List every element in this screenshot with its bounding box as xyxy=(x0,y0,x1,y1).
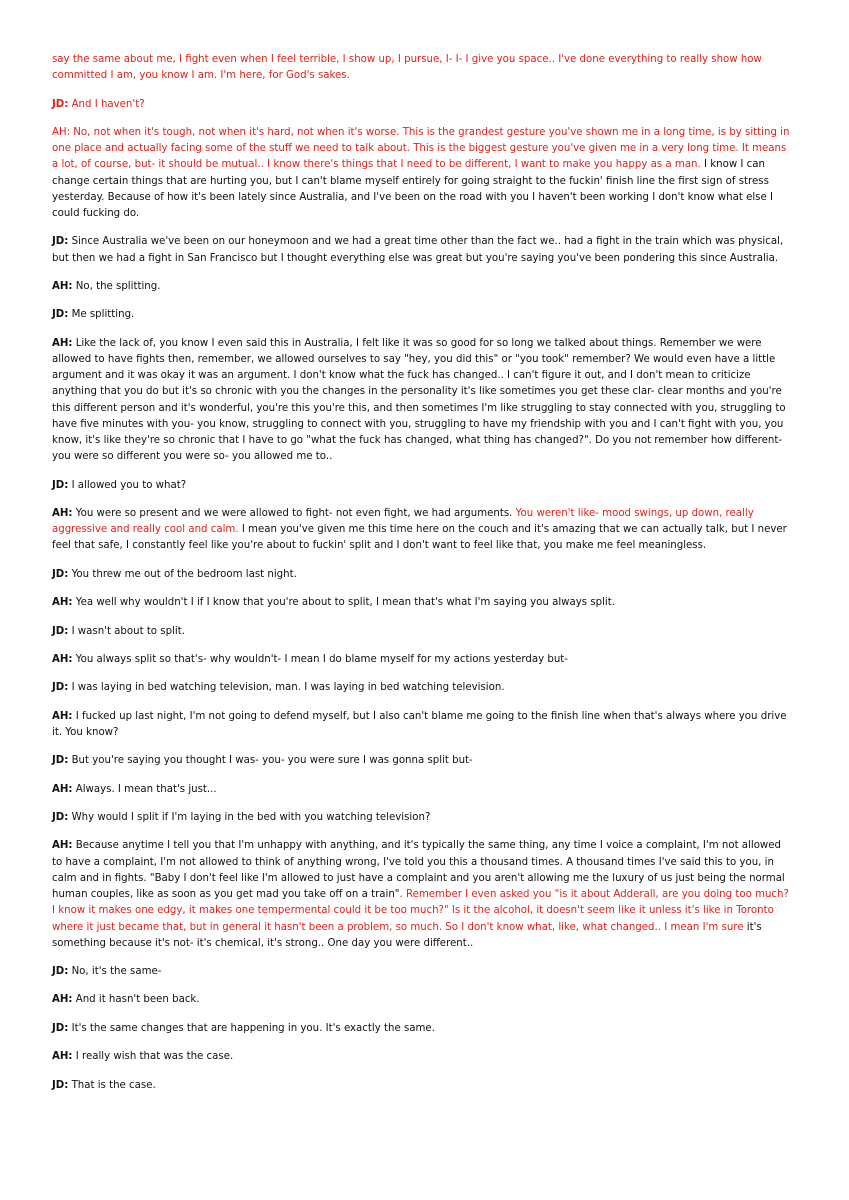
dialogue-text: No, not when it's tough, not when it's hard, not when it's worse. This is the grandest gesture you've shown me in a long time, is by sitting in one place and actually facing some of the stuff we need to talk about. This is the biggest gesture you've given me in a very long time. It means a lot, of course, but- it should be mutual.. I know there's things that I need to be different, I want to make you happy as a man. xyxy=(52,126,790,171)
speaker-label: JD: xyxy=(52,98,69,110)
transcript-paragraph xyxy=(52,478,792,494)
speaker-label: JD: xyxy=(52,1079,69,1091)
dialogue-text: say the same about me, I fight even when I feel terrible, I show up, I pursue, I- I- I give you space.. I've done everything to really show how committed I am, you know I am. I'm here, for God's sakes. xyxy=(52,54,762,82)
speaker-label: AH: xyxy=(52,337,73,349)
speaker-label: AH: xyxy=(52,783,73,795)
speaker-label: JD: xyxy=(52,755,69,767)
transcript-paragraph xyxy=(52,782,792,798)
transcript-paragraph xyxy=(52,624,792,640)
speaker-label: JD: xyxy=(52,236,69,248)
dialogue-text: Like the lack of, you know I even said this in Australia, I felt like it was so good for so long we talked about things. Remember we were allowed to have fights then, remember, we allowed ourselves to say "hey, you did this" or "you took" remember? We would even have a little argument and it was okay it was an argument. I don't know what the fuck has changed.. I can't figure it out, and I don't mean to criticize anything that you do but it's so chronic with you the changes in the personality it's like sometimes you get these clar- clear months and you're this different person and it's wonderful, you're this you're this, and then sometimes I'm like struggling to stay connected with you, struggling to have five minutes with you- you know, struggling to connect with you, struggling to have my friendship with you and I can't fight with you, you know, it's like they're so chronic that I have to go "what the fuck has changed, what thing has changed?". Do you not remember how different- you were so different you were so- you allowed me to.. xyxy=(52,337,786,463)
dialogue-text: Since Australia we've been on our honeymoon and we had a great time other than the fact we.. had a fight in the train which was physical, but then we had a fight in San Francisco but I thought everything else was great but you're saying you've been pondering this since Australia. xyxy=(52,236,784,264)
dialogue-text: I fucked up last night, I'm not going to defend myself, but I also can't blame me going to the finish line when that's always where you drive it. You know? xyxy=(52,710,787,738)
dialogue-text: You weren't like- mood swings, up down, really aggressive and really cool and calm. xyxy=(52,507,754,536)
transcript-paragraph xyxy=(52,810,792,826)
transcript-paragraph xyxy=(52,1049,792,1065)
transcript-paragraph xyxy=(52,992,792,1008)
dialogue-text: I wasn't about to split. xyxy=(68,625,185,637)
transcript-paragraph xyxy=(52,1078,792,1094)
speaker-label: AH: xyxy=(52,126,71,138)
speaker-label: JD: xyxy=(52,625,69,637)
speaker-label: JD: xyxy=(52,682,69,694)
dialogue-text: Me splitting. xyxy=(68,309,135,321)
transcript-paragraph xyxy=(52,567,792,583)
transcript-paragraph xyxy=(52,595,792,611)
dialogue-text: Always. I mean that's just... xyxy=(72,783,217,795)
dialogue-text: it's something because it's not- it's chemical, it's strong.. One day you were different.. xyxy=(52,921,762,949)
speaker-label: AH: xyxy=(52,653,73,665)
transcript-paragraph xyxy=(52,52,792,84)
speaker-label: AH: xyxy=(52,994,73,1006)
dialogue-text: You always split so that's- why wouldn't- I mean I do blame myself for my actions yesterday but- xyxy=(72,653,568,665)
transcript-paragraph xyxy=(52,97,792,113)
transcript-paragraph xyxy=(52,125,792,222)
dialogue-text: Yea well why wouldn't I if I know that you're about to split, I mean that's what I'm saying you always split. xyxy=(72,597,615,609)
dialogue-text: But you're saying you thought I was- you- you were sure I was gonna split but- xyxy=(68,755,473,767)
transcript-paragraph xyxy=(52,709,792,741)
dialogue-text: I mean you've given me this time here on the couch and it's amazing that we can actually talk, but I never feel that safe, I constantly feel like you're about to fuckin' split and I don't want to feel like that, you make me feel meaningless. xyxy=(52,524,787,552)
speaker-label: JD: xyxy=(52,1022,69,1034)
dialogue-text: I allowed you to what? xyxy=(68,479,187,491)
speaker-label: JD: xyxy=(52,309,69,321)
speaker-label: AH: xyxy=(52,840,73,852)
transcript-paragraph xyxy=(52,964,792,980)
dialogue-text: And I haven't? xyxy=(68,98,145,110)
dialogue-text: It's the same changes that are happening in you. It's exactly the same. xyxy=(68,1022,435,1034)
transcript-paragraph xyxy=(52,279,792,295)
transcript-paragraph xyxy=(52,336,792,466)
transcript-paragraph xyxy=(52,753,792,769)
speaker-label: JD: xyxy=(52,479,69,491)
transcript-paragraph xyxy=(52,838,792,951)
speaker-label: AH: xyxy=(52,507,73,519)
speaker-label: AH: xyxy=(52,597,73,609)
speaker-label: AH: xyxy=(52,1051,73,1063)
transcript-paragraph xyxy=(52,680,792,696)
dialogue-text: And it hasn't been back. xyxy=(72,994,200,1006)
dialogue-text: No, the splitting. xyxy=(72,280,161,292)
dialogue-text: I really wish that was the case. xyxy=(72,1051,234,1063)
dialogue-text: Why would I split if I'm laying in the bed with you watching television? xyxy=(68,812,431,824)
dialogue-text: That is the case. xyxy=(68,1079,156,1091)
transcript-paragraph xyxy=(52,307,792,323)
transcript-paragraph xyxy=(52,506,792,555)
speaker-label: JD: xyxy=(52,568,69,580)
dialogue-text: I was laying in bed watching television, man. I was laying in bed watching television. xyxy=(68,682,505,694)
speaker-label: JD: xyxy=(52,812,69,824)
speaker-label: AH: xyxy=(52,710,73,722)
speaker-label: AH: xyxy=(52,280,73,292)
dialogue-text: Because anytime I tell you that I'm unhappy with anything, and it's typically the same thing, any time I voice a complaint, I'm not allowed to have a complaint, I'm not allowed to think of anything wrong, I've told you this a thousand times. A thousand times I've said this to you, in calm and in fights. "Baby I don't feel like I'm allowed to just have a complaint and you aren't allowing me the luxury of us just being the normal human couples, like as soon as you get mad you take off on a train" xyxy=(52,840,785,901)
transcript-paragraph xyxy=(52,234,792,266)
dialogue-text: I know I can change certain things that are hurting you, but I can't blame myself entirely for going straight to the fuckin' finish line the first sign of stress yesterday. Because of how it's been lately since Australia, and I've been on the road with you I haven't been working I don't know what else I could fucking do. xyxy=(52,159,773,219)
speaker-label: JD: xyxy=(52,966,69,978)
dialogue-text: You threw me out of the bedroom last night. xyxy=(68,568,297,580)
transcript-paragraph xyxy=(52,652,792,668)
transcript-paragraph xyxy=(52,1021,792,1037)
dialogue-text: No, it's the same- xyxy=(68,966,162,978)
dialogue-text: You were so present and we were allowed to fight- not even fight, we had arguments. xyxy=(72,507,513,519)
transcript-page xyxy=(52,52,792,1106)
dialogue-text: . Remember I even asked you "is it about Adderall, are you doing too much? I know it makes one edgy, it makes one tempermental could it be too much?" Is it the alcohol, it doesn't seem like it unless it's like in Toronto where it just became that, but in general it hasn't been a problem, so much. So I don't know what, like, what changed.. I mean I'm sure xyxy=(52,889,789,933)
